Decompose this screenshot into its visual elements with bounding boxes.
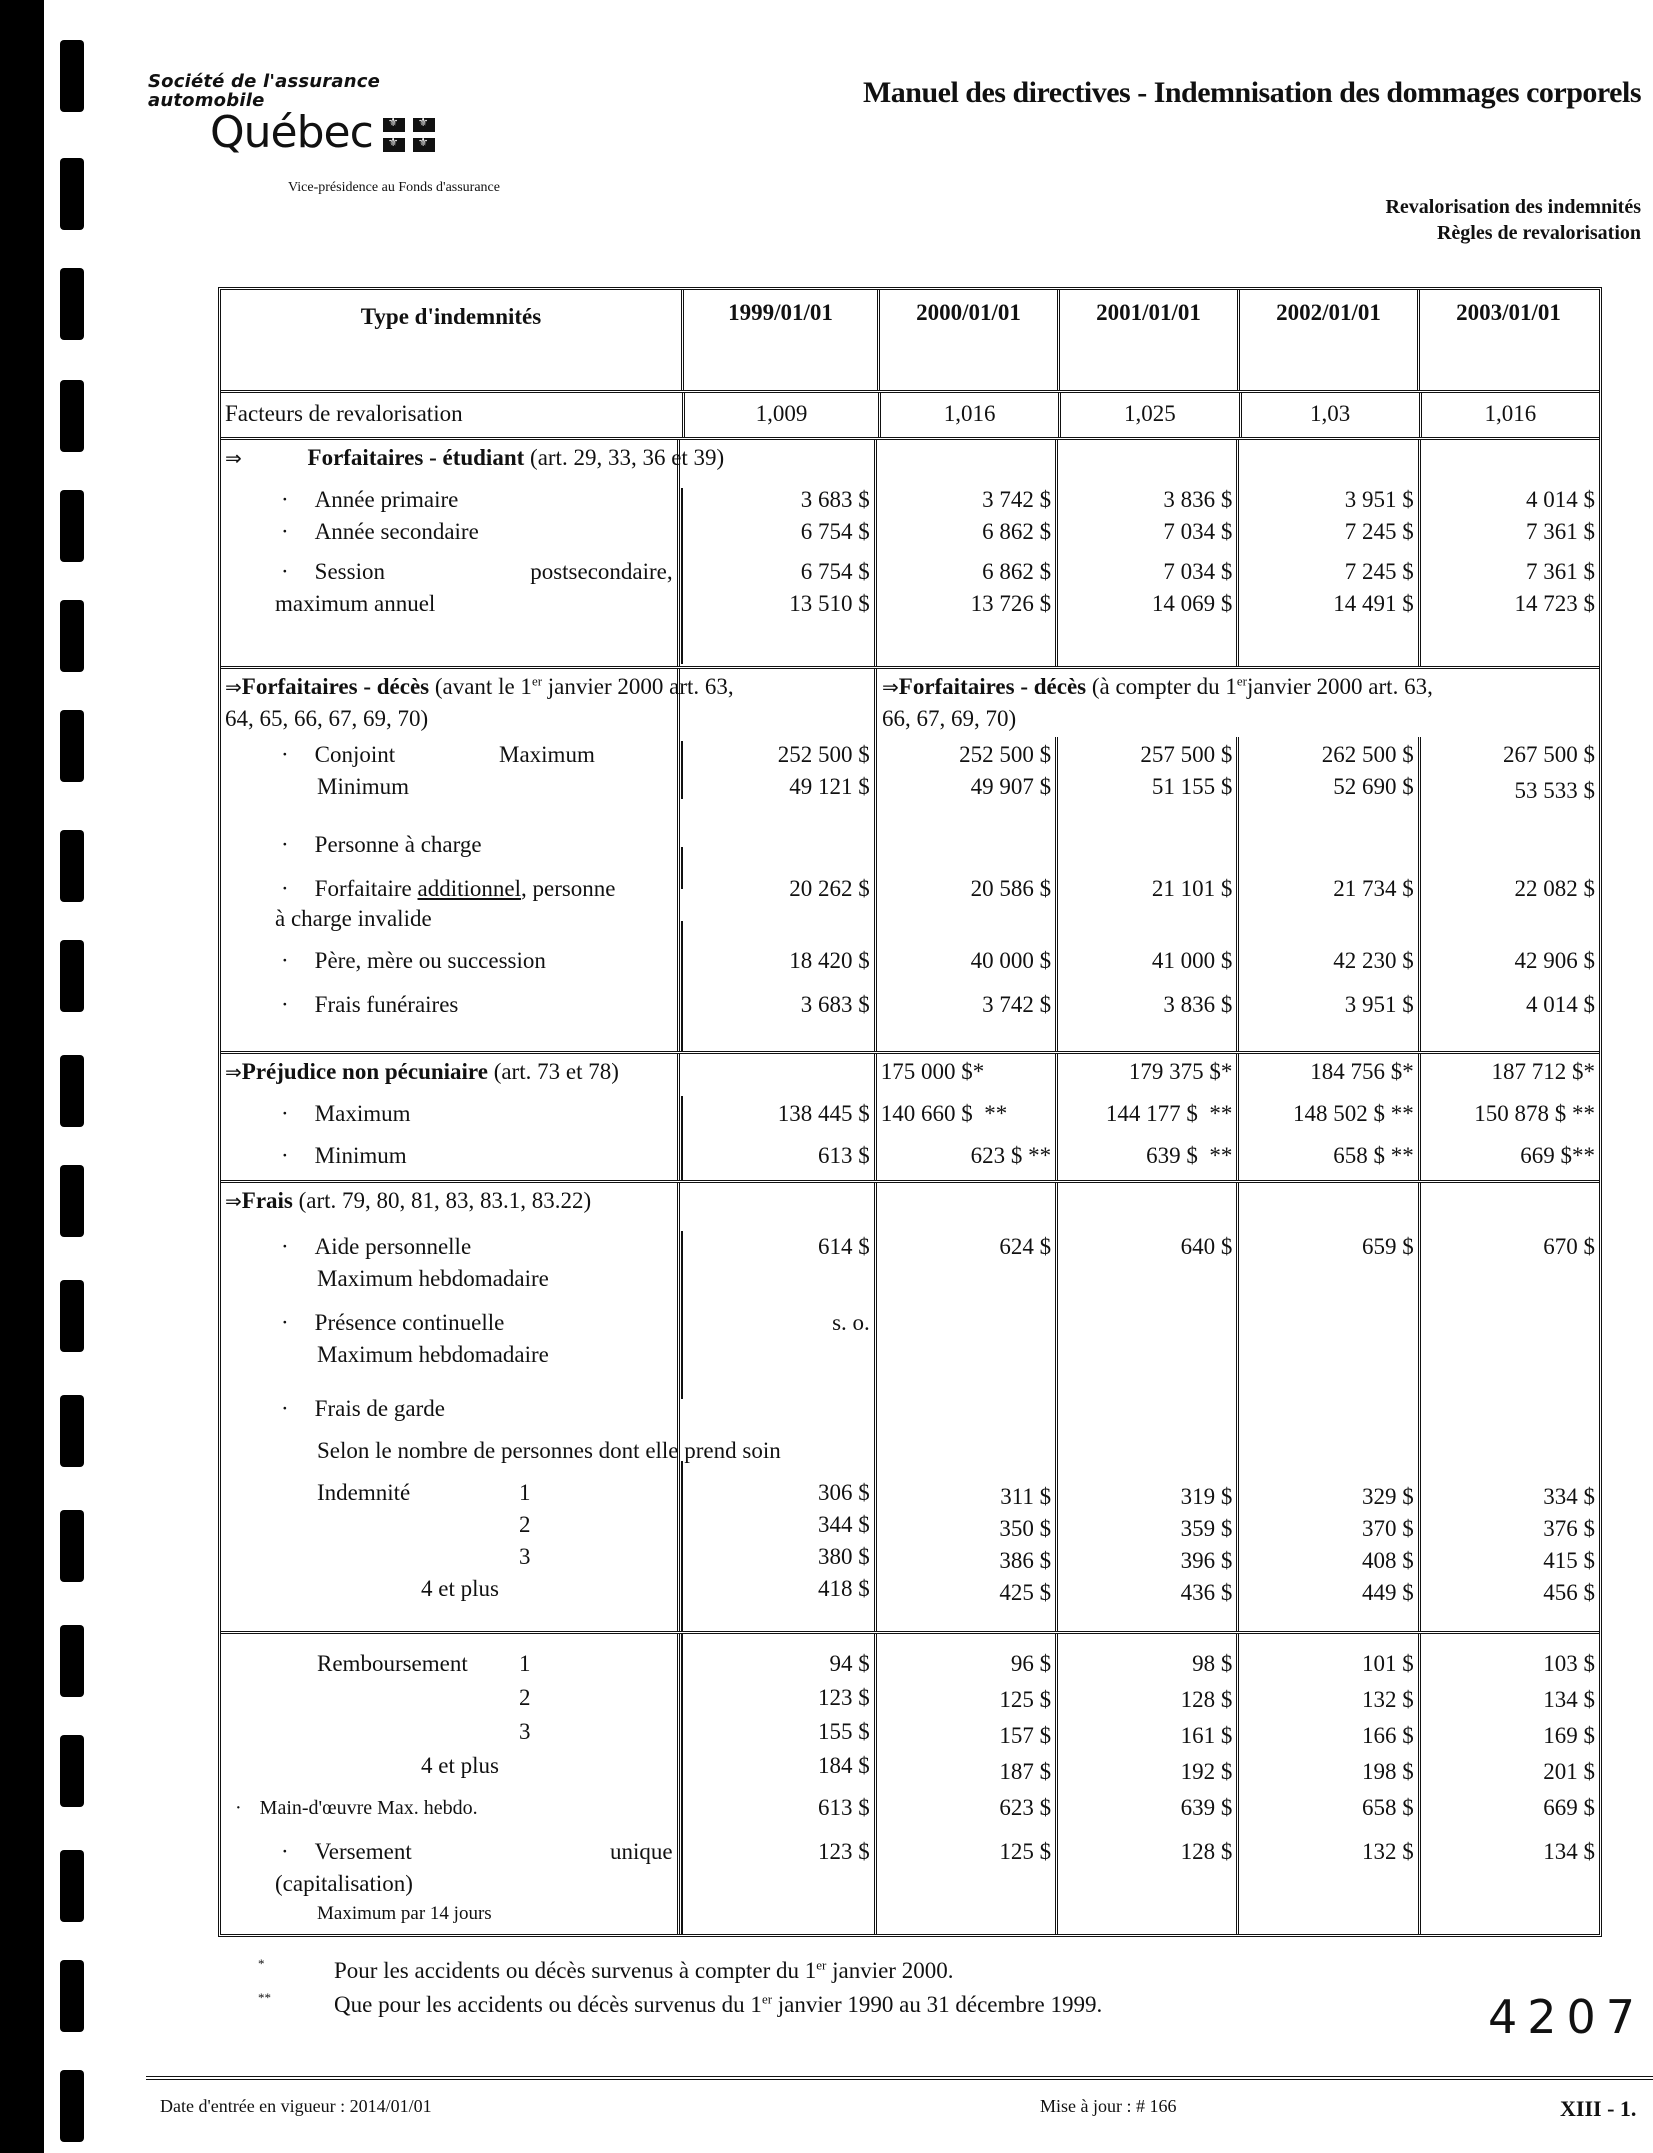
bullet-icon: ·	[281, 1234, 289, 1259]
cell-value: 128 $	[1180, 1839, 1233, 1864]
cell-value: 103 $	[1543, 1651, 1595, 1676]
cell-value: 13 726 $	[970, 591, 1052, 616]
section-title: Revalorisation des indemnités	[1385, 196, 1641, 218]
cell-value: 14 491 $	[1333, 591, 1414, 616]
org-name-line1: Société de l'assurance	[148, 71, 381, 92]
binding-hole	[60, 1280, 84, 1352]
binding-hole	[60, 40, 84, 112]
cell-value: 613 $	[818, 1795, 870, 1820]
footnote-marker: **	[258, 1990, 271, 2005]
row-label: Frais de garde	[314, 1396, 445, 1421]
footnote-marker: *	[258, 1956, 265, 1971]
cell-value: 3 742 $	[982, 992, 1052, 1017]
cell-value: 3 683 $	[800, 487, 870, 512]
cell-value: 161 $	[1180, 1723, 1233, 1748]
row-label: Conjoint	[314, 742, 396, 767]
section-frais-remboursement	[221, 1631, 1599, 1934]
cell-value: 201 $	[1543, 1759, 1595, 1784]
cell-value: 344 $	[818, 1512, 870, 1537]
cell-value: 639 $ **	[1146, 1143, 1233, 1168]
binding-hole	[60, 940, 84, 1012]
row-label: Versement	[314, 1839, 412, 1864]
row-label: Aide personnelle	[314, 1234, 472, 1259]
bullet-icon: ·	[235, 1797, 242, 1819]
cell-value: 6 754 $	[800, 519, 870, 544]
col-header-type: Type d'indemnités	[360, 304, 542, 329]
cell-value: 179 375 $*	[1128, 1059, 1233, 1084]
count-label: 2	[519, 1685, 531, 1710]
factors-label: Facteurs de revalorisation	[225, 401, 463, 426]
row-label: maximum annuel	[275, 591, 436, 616]
section-title-frais: Frais	[241, 1188, 293, 1213]
bullet-icon: ·	[281, 1143, 289, 1168]
cell-value: 623 $ **	[970, 1143, 1052, 1168]
cell-value: 21 734 $	[1333, 876, 1414, 901]
superscript: er	[531, 673, 543, 689]
row-label: Frais funéraires	[314, 992, 459, 1017]
cell-value: 125 $	[999, 1687, 1052, 1712]
col-header-year: 2001/01/01	[1057, 290, 1237, 390]
cell-value: 252 500 $	[777, 742, 870, 767]
binding-hole	[60, 2070, 84, 2142]
factor-value: 1,016	[1419, 393, 1599, 437]
cell-value: 370 $	[1361, 1516, 1414, 1541]
cell-value: 132 $	[1361, 1839, 1414, 1864]
factor-value: 1,03	[1239, 393, 1419, 437]
section-articles: 66, 67, 69, 70)	[882, 706, 1017, 731]
footer-divider	[146, 2076, 1653, 2080]
col-header-year: 1999/01/01	[681, 290, 877, 390]
cell-value: 669 $**	[1520, 1143, 1595, 1168]
cell-value: 40 000 $	[970, 948, 1052, 973]
binding-hole	[60, 268, 84, 340]
cell-value: 436 $	[1180, 1580, 1233, 1605]
cell-value: 267 500 $	[1502, 742, 1595, 767]
saaq-logo	[148, 72, 435, 158]
section-prejudice	[221, 1051, 1599, 1180]
cell-value: 101 $	[1361, 1651, 1414, 1676]
row-label: additionnel	[417, 876, 521, 901]
stamp-number: 4207	[1488, 1990, 1646, 2044]
row-label: , personne	[520, 876, 616, 901]
cell-value: 155 $	[818, 1719, 870, 1744]
section-articles: janvier 2000 art. 63,	[542, 674, 734, 699]
col-header-year: 2000/01/01	[877, 290, 1057, 390]
cell-value: 386 $	[999, 1548, 1052, 1573]
cell-value: 150 878 $ **	[1474, 1101, 1595, 1126]
cell-value: 3 836 $	[1163, 487, 1233, 512]
row-label: postsecondaire,	[530, 559, 673, 584]
cell-value: 52 690 $	[1333, 774, 1414, 799]
cell-value: 262 500 $	[1321, 742, 1414, 767]
cell-value: 18 420 $	[789, 948, 870, 973]
cell-value: 184 756 $*	[1310, 1059, 1414, 1084]
cell-value: 20 586 $	[970, 876, 1052, 901]
cell-value: 659 $	[1361, 1234, 1414, 1259]
row-label: Indemnité	[317, 1480, 411, 1505]
cell-value: 7 245 $	[1344, 559, 1414, 584]
row-label: Session	[314, 559, 385, 584]
row-label: (capitalisation)	[275, 1871, 413, 1896]
bullet-icon: ·	[281, 992, 289, 1017]
cell-value: 22 082 $	[1514, 876, 1595, 901]
cell-value: 144 177 $ **	[1105, 1101, 1233, 1126]
section-frais	[221, 1180, 1599, 1631]
row-label: Maximum hebdomadaire	[317, 1342, 549, 1367]
binding-hole	[60, 1850, 84, 1922]
org-quebec-wordmark: Québec	[210, 107, 373, 158]
binding-hole	[60, 490, 84, 562]
cell-value: 4 014 $	[1525, 992, 1595, 1017]
fleurdelise-icon	[383, 118, 435, 152]
cell-value: 658 $ **	[1333, 1143, 1414, 1168]
bullet-icon: ·	[281, 1310, 289, 1335]
arrow-icon: ⇒	[882, 675, 899, 699]
cell-value: 376 $	[1543, 1516, 1595, 1541]
cell-value: 329 $	[1361, 1484, 1414, 1509]
cell-value: 14 069 $	[1151, 591, 1233, 616]
cell-value: 613 $	[818, 1143, 870, 1168]
cell-value: 311 $	[1000, 1484, 1052, 1509]
cell-value: 7 361 $	[1525, 559, 1595, 584]
cell-value: 7 034 $	[1163, 519, 1233, 544]
cell-value: 3 951 $	[1344, 992, 1414, 1017]
row-label: Minimum	[317, 774, 410, 799]
deces-after-header	[880, 669, 1599, 737]
section-deces	[221, 666, 1599, 1051]
section-title-etudiant: Forfaitaires - étudiant	[307, 445, 525, 470]
row-label: Forfaitaire	[314, 876, 418, 901]
footnote-text: janvier 2000.	[826, 1958, 954, 1983]
count-label: 3	[519, 1544, 531, 1569]
cell-value: 624 $	[999, 1234, 1052, 1259]
bullet-icon: ·	[281, 559, 289, 584]
cell-value: 96 $	[1010, 1651, 1052, 1676]
binding-strip	[0, 0, 44, 2153]
cell-value: 14 723 $	[1514, 591, 1595, 616]
section-articles: (à compter du 1	[1086, 674, 1237, 699]
section-articles: 64, 65, 66, 67, 69, 70)	[225, 706, 429, 731]
factor-value: 1,009	[682, 393, 878, 437]
binding-hole	[60, 1960, 84, 2032]
bullet-icon: ·	[281, 832, 289, 857]
cell-value: 3 951 $	[1344, 487, 1414, 512]
row-label: Père, mère ou succession	[314, 948, 546, 973]
section-title-prejudice: Préjudice non pécuniaire	[241, 1059, 488, 1084]
cell-value: 148 502 $ **	[1292, 1101, 1414, 1126]
cell-value: 140 660 $ **	[880, 1101, 1008, 1126]
cell-value: 669 $	[1543, 1795, 1595, 1820]
cell-value: 6 862 $	[982, 519, 1052, 544]
cell-value: 132 $	[1361, 1687, 1414, 1712]
cell-value: 252 500 $	[959, 742, 1052, 767]
cell-value: 175 000 $*	[880, 1059, 985, 1084]
cell-value: 319 $	[1180, 1484, 1233, 1509]
cell-value: 198 $	[1361, 1759, 1414, 1784]
cell-value: 4 014 $	[1525, 487, 1595, 512]
org-name-line2: automobile	[148, 90, 265, 111]
factor-value: 1,016	[878, 393, 1058, 437]
row-label: Année secondaire	[314, 519, 479, 544]
bullet-icon: ·	[281, 1101, 289, 1126]
binding-hole	[60, 1055, 84, 1127]
bullet-icon: ·	[281, 519, 289, 544]
factor-value: 1,025	[1058, 393, 1238, 437]
footnote-text: Que pour les accidents ou décès survenus du 1	[334, 1992, 762, 2017]
effective-date: Date d'entrée en vigueur : 2014/01/01	[160, 2096, 432, 2116]
arrow-icon: ⇒	[225, 446, 242, 470]
col-header-year: 2003/01/01	[1417, 290, 1597, 390]
cell-value: 425 $	[999, 1580, 1052, 1605]
superscript: er	[761, 1991, 773, 2007]
arrow-icon: ⇒	[225, 1060, 242, 1084]
cell-value: 123 $	[818, 1685, 870, 1710]
cell-value: 7 245 $	[1344, 519, 1414, 544]
cell-value: 380 $	[818, 1544, 870, 1569]
footnote-text: janvier 1990 au 31 décembre 1999.	[772, 1992, 1103, 2017]
arrow-icon: ⇒	[225, 675, 242, 699]
cell-value: 350 $	[999, 1516, 1052, 1541]
cell-value: 658 $	[1361, 1795, 1414, 1820]
count-label: 2	[519, 1512, 531, 1537]
cell-value: 334 $	[1543, 1484, 1595, 1509]
col-header-year: 2002/01/01	[1237, 290, 1417, 390]
cell-value: 449 $	[1361, 1580, 1414, 1605]
cell-value: 3 836 $	[1163, 992, 1233, 1017]
binding-hole	[60, 158, 84, 230]
cell-value: 3 742 $	[982, 487, 1052, 512]
count-label: 3	[519, 1719, 531, 1744]
cell-value: 42 230 $	[1333, 948, 1414, 973]
bullet-icon: ·	[281, 876, 289, 901]
count-label: 1	[519, 1651, 531, 1676]
section-etudiant	[221, 437, 1599, 666]
bullet-icon: ·	[281, 1839, 289, 1864]
row-label: Présence continuelle	[314, 1310, 505, 1335]
bullet-icon: ·	[281, 742, 289, 767]
section-articles: (art. 29, 33, 36 et 39)	[524, 445, 725, 470]
indemnity-table	[218, 287, 1602, 1937]
vice-presidency: Vice-présidence au Fonds d'assurance	[288, 180, 500, 195]
superscript: er	[1236, 673, 1247, 689]
arrow-icon: ⇒	[225, 1189, 242, 1213]
cell-value: 184 $	[818, 1753, 870, 1778]
row-label: Maximum	[314, 1101, 411, 1126]
cell-value: 456 $	[1543, 1580, 1595, 1605]
count-label: 4 et plus	[421, 1576, 499, 1601]
row-label: unique	[610, 1839, 673, 1864]
cell-value: 41 000 $	[1151, 948, 1233, 973]
binding-hole	[60, 710, 84, 782]
row-label: Personne à charge	[314, 832, 482, 857]
bullet-icon: ·	[281, 1396, 289, 1421]
binding-hole	[60, 1735, 84, 1807]
row-label: Minimum	[314, 1143, 407, 1168]
cell-value: 396 $	[1180, 1548, 1233, 1573]
row-label: Selon le nombre de personnes dont elle prend soin	[317, 1438, 781, 1463]
superscript: er	[816, 1957, 827, 1973]
cell-value: 6 862 $	[982, 559, 1052, 584]
section-title-deces-after: Forfaitaires - décès	[898, 674, 1087, 699]
cell-value: 98 $	[1192, 1651, 1233, 1676]
factors-row	[221, 390, 1599, 437]
cell-value: 123 $	[818, 1839, 870, 1864]
binding-hole	[60, 600, 84, 672]
section-articles: (avant le 1	[429, 674, 532, 699]
cell-value: s. o.	[832, 1310, 870, 1335]
cell-value: 3 683 $	[800, 992, 870, 1017]
cell-value: 408 $	[1361, 1548, 1414, 1573]
cell-value: 306 $	[818, 1480, 870, 1505]
table-header-row	[221, 290, 1599, 390]
cell-value: 166 $	[1361, 1723, 1414, 1748]
cell-value: 187 712 $*	[1491, 1059, 1595, 1084]
page-number: XIII - 1.	[1560, 2096, 1637, 2121]
cell-value: 128 $	[1180, 1687, 1233, 1712]
binding-hole	[60, 1625, 84, 1697]
cell-value: 134 $	[1543, 1687, 1595, 1712]
cell-value: 359 $	[1180, 1516, 1233, 1541]
section-title-deces-before: Forfaitaires - décès	[241, 674, 430, 699]
section-articles: (art. 73 et 78)	[487, 1059, 619, 1084]
row-label: Année primaire	[314, 487, 459, 512]
cell-value: 49 121 $	[789, 774, 870, 799]
cell-value: 42 906 $	[1514, 948, 1595, 973]
cell-value: 134 $	[1543, 1839, 1595, 1864]
cell-value: 639 $	[1180, 1795, 1233, 1820]
binding-hole	[60, 380, 84, 452]
section-articles: janvier 2000 art. 63,	[1246, 674, 1433, 699]
row-label: Main-d'œuvre Max. hebdo.	[259, 1797, 478, 1819]
binding-hole	[60, 1395, 84, 1467]
row-label: Maximum par 14 jours	[317, 1903, 492, 1924]
manual-title: Manuel des directives - Indemnisation des dommages corporels	[862, 76, 1641, 109]
cell-value: 138 445 $	[777, 1101, 870, 1126]
count-label: 1	[519, 1480, 531, 1505]
cell-value: 640 $	[1180, 1234, 1233, 1259]
bullet-icon: ·	[281, 948, 289, 973]
cell-value: 415 $	[1543, 1548, 1595, 1573]
count-label: 4 et plus	[421, 1753, 499, 1778]
row-label: à charge invalide	[275, 906, 432, 931]
cell-value: 257 500 $	[1140, 742, 1233, 767]
cell-value: 20 262 $	[789, 876, 870, 901]
cell-value: 169 $	[1543, 1723, 1595, 1748]
cell-value: 187 $	[999, 1759, 1052, 1784]
cell-value: 13 510 $	[789, 591, 870, 616]
cell-value: 614 $	[818, 1234, 870, 1259]
cell-value: 51 155 $	[1151, 774, 1233, 799]
row-label: Remboursement	[317, 1651, 468, 1676]
cell-value: 7 361 $	[1525, 519, 1595, 544]
cell-value: 192 $	[1180, 1759, 1233, 1784]
binding-hole	[60, 1510, 84, 1582]
cell-value: 7 034 $	[1163, 559, 1233, 584]
section-articles: (art. 79, 80, 81, 83, 83.1, 83.22)	[292, 1188, 592, 1213]
cell-value: 6 754 $	[800, 559, 870, 584]
subsection-title: Règles de revalorisation	[1436, 222, 1641, 244]
cell-value: 94 $	[829, 1651, 870, 1676]
cell-value: 125 $	[999, 1839, 1052, 1864]
footnote-text: Pour les accidents ou décès survenus à compter du 1	[334, 1958, 817, 1983]
row-label: Maximum hebdomadaire	[317, 1266, 549, 1291]
update-number: Mise à jour : # 166	[1040, 2096, 1177, 2116]
binding-hole	[60, 830, 84, 902]
cell-value: 21 101 $	[1151, 876, 1233, 901]
binding-hole	[60, 1165, 84, 1237]
cell-value: 157 $	[999, 1723, 1052, 1748]
bullet-icon: ·	[281, 487, 289, 512]
cell-value: 418 $	[818, 1576, 870, 1601]
row-label: Maximum	[499, 742, 595, 767]
cell-value: 53 533 $	[1514, 778, 1595, 803]
cell-value: 623 $	[999, 1795, 1052, 1820]
cell-value: 49 907 $	[970, 774, 1052, 799]
cell-value: 670 $	[1543, 1234, 1595, 1259]
